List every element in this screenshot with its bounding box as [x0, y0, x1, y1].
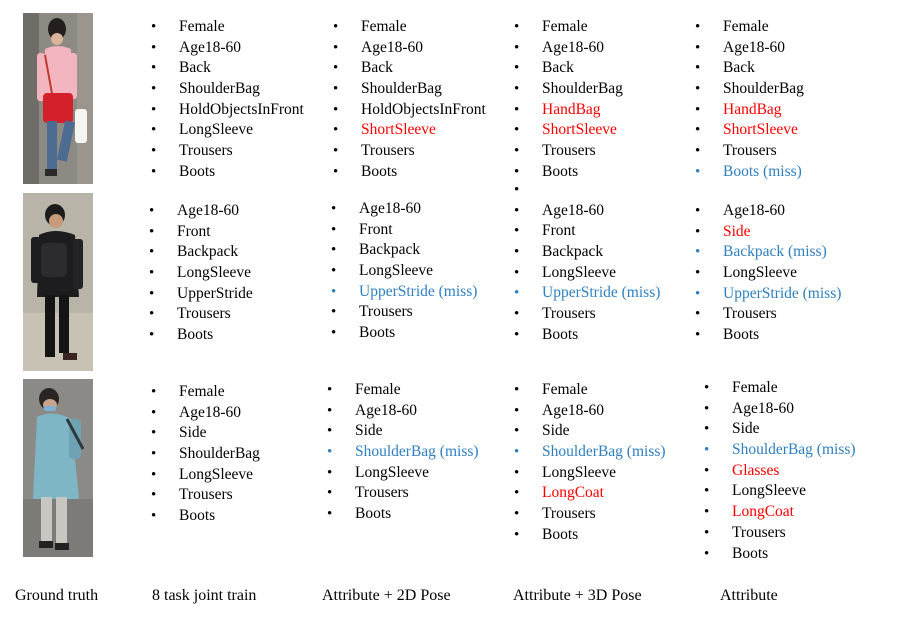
row3-8task-item-miss: • ShoulderBag (miss)	[327, 442, 479, 463]
row3-8task-item: • Trousers	[327, 483, 479, 504]
row3-attr-item: • Female	[704, 378, 856, 399]
row1-attribute-list	[695, 17, 804, 183]
row3-attr-item-wrong: • LongCoat	[704, 502, 856, 523]
row3-2dpose-item: • Female	[514, 380, 666, 401]
row3-2dpose-item: • LongSleeve	[514, 463, 666, 484]
row3-gt-item: • Boots	[151, 506, 260, 527]
row1-2dpose-item: • Trousers	[514, 141, 623, 162]
row3-gt-item: • LongSleeve	[151, 465, 260, 486]
row3-2dpose-item: • Boots	[514, 525, 666, 546]
row3-2dpose-item-miss: • ShoulderBag (miss)	[514, 442, 666, 463]
row2-gt-item: • Backpack	[149, 242, 253, 263]
row3-2dpose-list	[514, 380, 666, 546]
row1-8task-item: • HoldObjectsInFront	[333, 100, 486, 121]
row2-8task-item: • Age18-60	[331, 199, 477, 220]
pedestrian-photo-dark-jacket-backpack-icon	[23, 193, 93, 371]
row1-attr-item: • Back	[695, 58, 804, 79]
row1-8task-item: • ShoulderBag	[333, 79, 486, 100]
row2-2dpose-list	[514, 180, 660, 346]
row1-attr-item-miss: • Boots (miss)	[695, 162, 804, 183]
row3-8task-item: • LongSleeve	[327, 463, 479, 484]
row1-gt-item: • Age18-60	[151, 38, 304, 59]
row3-attr-item: • Age18-60	[704, 399, 856, 420]
caption-ground-truth: Ground truth	[15, 587, 99, 604]
row1-attr-item-wrong: • ShortSleeve	[695, 120, 804, 141]
row2-gt-item: • UpperStride	[149, 284, 253, 305]
row2-gt-item: • Age18-60	[149, 201, 253, 222]
row3-attr-item: • Boots	[704, 544, 856, 565]
pedestrian-photo-pink-shirt-red-bag-icon	[23, 13, 93, 184]
row1-attr-item-wrong: • HandBag	[695, 100, 804, 121]
row1-2dpose-item: • Boots	[514, 162, 623, 183]
row3-8task-item: • Female	[327, 380, 479, 401]
row2-2dpose-item: • LongSleeve	[514, 263, 660, 284]
row1-2dpose-item: • Female	[514, 17, 623, 38]
row1-8task-item-wrong: • ShortSleeve	[333, 120, 486, 141]
caption-8-task-joint-train: 8 task joint train	[152, 587, 257, 604]
row2-attr-item-miss: • Backpack (miss)	[695, 242, 841, 263]
row3-8task-item: • Side	[327, 421, 479, 442]
row3-ground-truth-list	[151, 382, 260, 527]
row3-attr-item-miss: • ShoulderBag (miss)	[704, 440, 856, 461]
row1-2dpose-item-wrong: • ShortSleeve	[514, 120, 623, 141]
row2-8task-item-miss: • UpperStride (miss)	[331, 282, 477, 303]
row1-8task-item: • Trousers	[333, 141, 486, 162]
row1-2dpose-item: • Age18-60	[514, 38, 623, 59]
row2-attr-item: • LongSleeve	[695, 263, 841, 284]
row3-attr-item: • Side	[704, 419, 856, 440]
row3-gt-item: • Age18-60	[151, 403, 260, 424]
row1-gt-item: • ShoulderBag	[151, 79, 304, 100]
row1-attr-item: • Trousers	[695, 141, 804, 162]
row2-2dpose-item: • Boots	[514, 325, 660, 346]
row3-attr-item-wrong: • Glasses	[704, 461, 856, 482]
row1-gt-item: • Boots	[151, 162, 304, 183]
row2-8task-item: • Front	[331, 220, 477, 241]
row1-2dpose-item: • Back	[514, 58, 623, 79]
row2-2dpose-item: • Trousers	[514, 304, 660, 325]
row1-2dpose-list	[514, 17, 623, 183]
row3-gt-item: • Side	[151, 423, 260, 444]
row3-8task-item: • Age18-60	[327, 401, 479, 422]
row1-8task-item: • Age18-60	[333, 38, 486, 59]
pedestrian-photo-3	[23, 379, 93, 557]
caption-attribute-2d-pose: Attribute + 2D Pose	[322, 587, 451, 604]
row3-2dpose-item: • Trousers	[514, 504, 666, 525]
row1-gt-item: • Trousers	[151, 141, 304, 162]
row2-attr-item: • Boots	[695, 325, 841, 346]
row1-gt-item: • LongSleeve	[151, 120, 304, 141]
row1-attr-item: • Female	[695, 17, 804, 38]
row2-gt-item: • Front	[149, 222, 253, 243]
row1-attr-item: • ShoulderBag	[695, 79, 804, 100]
row2-gt-item: • Boots	[149, 325, 253, 346]
row2-8task-item: • LongSleeve	[331, 261, 477, 282]
row1-8task-item: • Boots	[333, 162, 486, 183]
row3-2dpose-item: • Side	[514, 421, 666, 442]
row2-attr-item: • Age18-60	[695, 201, 841, 222]
caption-attribute-3d-pose: Attribute + 3D Pose	[513, 587, 642, 604]
row2-gt-item: • Trousers	[149, 304, 253, 325]
row2-2dpose-item: • Backpack	[514, 242, 660, 263]
row2-attribute-list	[695, 201, 841, 346]
row1-8task-item: • Back	[333, 58, 486, 79]
row3-gt-item: • ShoulderBag	[151, 444, 260, 465]
pedestrian-photo-teal-coat-mask-icon	[23, 379, 93, 557]
row3-attr-item: • Trousers	[704, 523, 856, 544]
row1-gt-item: • HoldObjectsInFront	[151, 100, 304, 121]
row2-attr-item-wrong: • Side	[695, 222, 841, 243]
row2-8task-item: • Trousers	[331, 302, 477, 323]
caption-attribute: Attribute	[720, 587, 778, 604]
row3-attr-item: • LongSleeve	[704, 481, 856, 502]
row2-8task-list	[331, 199, 477, 344]
row2-attr-item-miss: • UpperStride (miss)	[695, 284, 841, 305]
row2-ground-truth-list	[149, 201, 253, 346]
row1-gt-item: • Back	[151, 58, 304, 79]
row2-attr-item: • Trousers	[695, 304, 841, 325]
pedestrian-photo-2	[23, 193, 93, 371]
row1-2dpose-item-wrong: • HandBag	[514, 100, 623, 121]
row3-gt-item: • Trousers	[151, 485, 260, 506]
row1-ground-truth-list	[151, 17, 304, 183]
row1-8task-list	[333, 17, 486, 183]
row2-8task-item: • Backpack	[331, 240, 477, 261]
row3-8task-list	[327, 380, 479, 525]
row2-gt-item: • LongSleeve	[149, 263, 253, 284]
row2-2dpose-item: • Age18-60	[514, 201, 660, 222]
row3-8task-item: • Boots	[327, 504, 479, 525]
row2-8task-item: • Boots	[331, 323, 477, 344]
row2-2dpose-item-miss: • UpperStride (miss)	[514, 283, 660, 304]
row1-gt-item: • Female	[151, 17, 304, 38]
row1-8task-item: • Female	[333, 17, 486, 38]
row3-gt-item: • Female	[151, 382, 260, 403]
row3-2dpose-item: • Age18-60	[514, 401, 666, 422]
pedestrian-photo-1	[23, 13, 93, 184]
row1-attr-item: • Age18-60	[695, 38, 804, 59]
row3-attribute-list	[704, 378, 856, 564]
row2-2dpose-item: • Front	[514, 221, 660, 242]
row3-2dpose-item-wrong: • LongCoat	[514, 483, 666, 504]
row1-2dpose-item: • ShoulderBag	[514, 79, 623, 100]
row2-2dpose-item-empty	[514, 180, 660, 201]
